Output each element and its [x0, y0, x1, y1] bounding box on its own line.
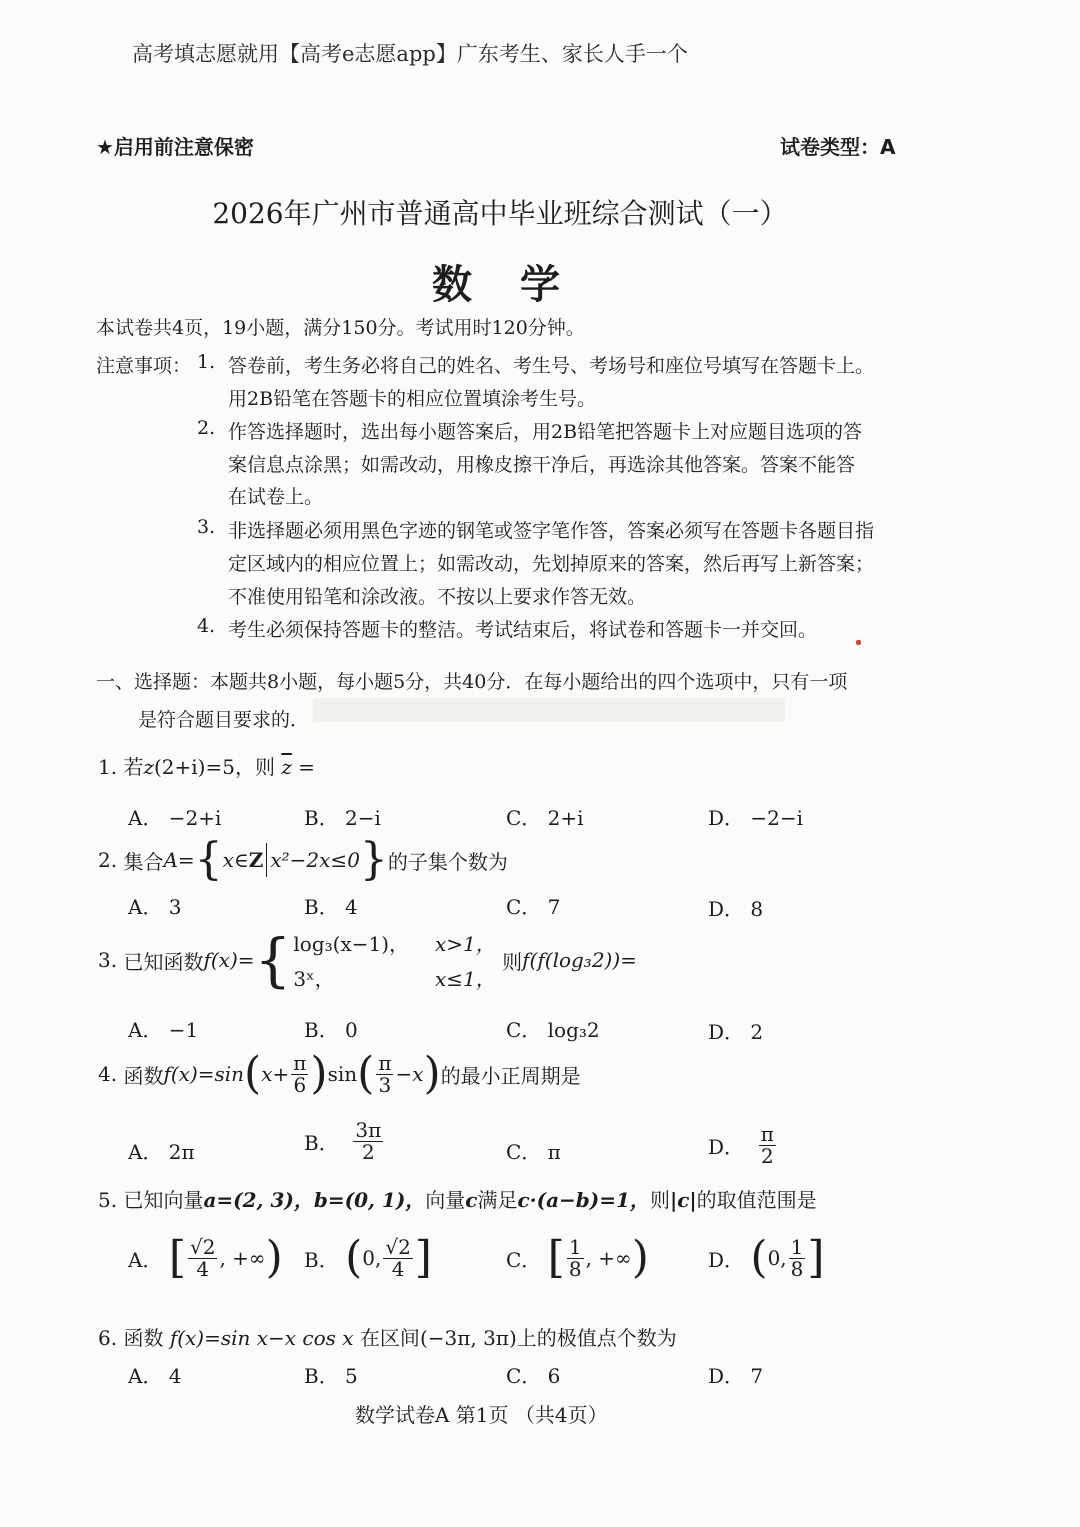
set-divider: [266, 843, 267, 877]
fraction-pi-6: [291, 1050, 308, 1097]
q1-stem-b: (2+i)=5，则: [154, 755, 275, 779]
ad-banner: 高考填志愿就用【高考e志愿app】广东考生、家长人手一个: [132, 42, 688, 66]
option-a: A． 3: [128, 895, 182, 919]
note-line: 考生必须保持答题卡的整洁。考试结束后，将试卷和答题卡一并交回。: [228, 619, 818, 641]
fraction: [567, 1234, 584, 1281]
right-bracket: ]: [807, 1232, 825, 1283]
case-2-cond: x≤1，: [435, 967, 496, 991]
denominator: 4: [196, 1256, 210, 1281]
note-line: 非选择题必须用黑色字迹的钢笔或签字笔作答，答案必须写在答题卡各题目指: [228, 520, 875, 542]
question-3: [98, 928, 637, 992]
left-bracket: [: [168, 1232, 186, 1283]
piecewise-definition: [255, 928, 496, 992]
case-2-expr: 3ˣ，: [293, 967, 335, 991]
note-line: 不准使用铅笔和涂改液。不按以上要求作答无效。: [228, 586, 647, 608]
question-number: 3.: [98, 948, 118, 972]
q3-stem: 已知函数: [123, 949, 204, 974]
option-a: A． 4: [128, 1364, 182, 1388]
question-number: 5.: [98, 1188, 118, 1212]
piecewise-brace: {: [254, 926, 292, 994]
note-line: 作答选择题时，选出每小题答案后，用2B铅笔把答题卡上对应题目选项的答: [228, 421, 863, 443]
option-d: D． 7: [708, 1364, 764, 1388]
denominator: 2: [760, 1144, 774, 1168]
interval-head: 0,: [767, 1246, 787, 1270]
numerator: π: [760, 1122, 774, 1146]
denominator: 6: [293, 1072, 307, 1097]
q4-stem: 函数: [123, 1063, 164, 1088]
numerator: √2: [385, 1234, 411, 1259]
right-paren: ): [310, 1048, 328, 1099]
q5-vector-c: c: [465, 1188, 478, 1212]
question-6: [98, 1322, 677, 1351]
right-paren: ): [265, 1232, 283, 1283]
paper-type: 试卷类型：A: [780, 135, 896, 159]
q2-cond-a: x∈: [222, 848, 249, 872]
q5-abs-c: |c|: [669, 1188, 697, 1212]
numerator: 1: [568, 1234, 582, 1259]
case-1-expr: log₃(x−1)，: [293, 932, 410, 956]
numerator: π: [293, 1050, 307, 1075]
left-paren: (: [244, 1048, 262, 1099]
denominator: 3: [378, 1072, 392, 1097]
q6-function: f(x)=sin x−x cos x: [169, 1326, 354, 1350]
left-brace: {: [194, 834, 223, 885]
option-c: C． 6: [506, 1364, 561, 1388]
q3-function: f(x)=: [203, 948, 255, 972]
right-paren: ): [631, 1232, 649, 1283]
q5-vector-a: a=(2, 3)，: [203, 1188, 314, 1212]
denominator: 8: [790, 1256, 804, 1281]
option-a: A． −1: [128, 1018, 199, 1042]
exam-intro: 本试卷共4页，19小题，满分150分。考试用时120分钟。: [96, 317, 585, 339]
option-c: C． π: [506, 1140, 561, 1164]
question-2: [98, 834, 508, 885]
interval-tail: , +∞: [585, 1246, 632, 1270]
option-b: [304, 1120, 385, 1163]
q4-x-plus: x+: [261, 1062, 290, 1086]
right-paren: ): [423, 1048, 441, 1099]
q5-condition: c·(a−b)=1，: [517, 1188, 650, 1212]
option-c: [506, 1232, 649, 1283]
note-number: 2.: [197, 417, 216, 439]
q5-stem-e: 的取值范围是: [696, 1188, 817, 1212]
q6-interval: (−3π, 3π): [419, 1326, 517, 1350]
note-line: 用2B铅笔在答题卡的相应位置填涂考生号。: [228, 388, 597, 410]
numerator: 1: [790, 1234, 804, 1259]
q5-stem-d: 则: [649, 1188, 670, 1212]
question-number: 6.: [98, 1326, 118, 1350]
question-number: 1.: [98, 755, 118, 779]
option-label: D．: [708, 1135, 745, 1159]
section-heading-cont: 是符合题目要求的．: [138, 709, 310, 731]
q3-expression: f(f(log₃2))=: [522, 948, 637, 972]
question-4: [98, 1048, 581, 1099]
note-number: 4.: [197, 615, 216, 637]
right-bracket: ]: [414, 1232, 432, 1283]
q1-stem: 若: [123, 755, 144, 779]
subject-title: 数学: [432, 261, 608, 308]
fraction: [789, 1234, 806, 1281]
denominator: 2: [361, 1140, 375, 1164]
numerator: π: [378, 1050, 392, 1075]
numerator: √2: [189, 1234, 216, 1259]
denominator: 8: [568, 1256, 582, 1281]
q2-integers: Z: [248, 848, 264, 872]
note-line: 定区域内的相应位置上；如需改动，先划掉原来的答案，然后再写上新答案；: [228, 553, 875, 575]
q3-then: 则: [502, 949, 523, 974]
interval-tail: , +∞: [219, 1246, 266, 1270]
left-paren: (: [357, 1048, 375, 1099]
note-line: 案信息点涂黑；如需改动，用橡皮擦干净后，再选涂其他答案。答案不能答: [228, 454, 856, 476]
option-label: B．: [304, 1247, 339, 1272]
q5-stem-b: 向量: [425, 1188, 466, 1212]
right-brace: }: [359, 834, 388, 885]
option-d: D． 2: [708, 1020, 764, 1044]
left-paren: (: [345, 1232, 363, 1283]
notes-label: 注意事项：: [96, 355, 192, 377]
option-d: D． 8: [708, 897, 764, 921]
q6-stem: 函数: [123, 1326, 164, 1350]
option-label: D．: [708, 1247, 745, 1272]
option-c: C． 7: [506, 895, 561, 919]
q2-set: A: [163, 848, 178, 872]
numerator: 3π: [355, 1118, 382, 1142]
option-label: B．: [304, 1131, 339, 1155]
fraction-pi-3: [376, 1050, 393, 1097]
note-number: 3.: [197, 516, 216, 538]
fraction: [383, 1234, 412, 1281]
section-heading: 一、选择题：本题共8小题，每小题5分，共40分．在每小题给出的四个选项中，只有一项: [96, 671, 848, 693]
q2-stem-c: 的子集个数为: [387, 849, 508, 874]
option-d: D． −2−i: [708, 806, 804, 830]
q4-stem-b: 的最小正周期是: [440, 1063, 581, 1088]
q1-stem-c: =: [298, 755, 315, 779]
denominator: 4: [391, 1256, 405, 1281]
option-a: A． 2π: [128, 1140, 195, 1164]
q4-minus-x: −x: [395, 1062, 424, 1086]
option-c: C． log₃2: [506, 1018, 600, 1042]
note-line: 答卷前，考生务必将自己的姓名、考生号、考场号和座位号填写在答题卡上。: [228, 355, 875, 377]
option-label: C．: [506, 1247, 542, 1272]
q1-conjugate: $\overline{z}$: [281, 755, 292, 779]
q5-stem: 已知向量: [123, 1188, 204, 1212]
option-label: A．: [128, 1247, 163, 1272]
left-bracket: [: [547, 1232, 565, 1283]
option-b: B． 4: [304, 895, 358, 919]
page-footer: 数学试卷A 第1页 （共4页）: [355, 1403, 608, 1427]
case-1-cond: x>1，: [435, 932, 496, 956]
option-b: B． 2−i: [304, 806, 381, 830]
q1-var: z: [143, 755, 154, 779]
scan-smudge: [313, 698, 785, 722]
option-b: B． 0: [304, 1018, 358, 1042]
option-c: C． 2+i: [506, 806, 584, 830]
option-d: [708, 1232, 825, 1283]
q4-sin: sin: [327, 1062, 358, 1086]
option-a: [128, 1232, 283, 1283]
q6-stem-c: 上的极值点个数为: [516, 1326, 677, 1350]
confidential-notice: ★启用前注意保密: [96, 135, 254, 159]
option-d: [708, 1124, 778, 1167]
q2-eq: =: [177, 848, 195, 872]
option-b: B． 5: [304, 1364, 358, 1388]
interval-head: 0,: [362, 1246, 382, 1270]
question-5: [98, 1184, 817, 1213]
question-number: 4.: [98, 1062, 118, 1086]
q5-stem-c: 满足: [477, 1188, 518, 1212]
q2-stem: 集合: [123, 849, 164, 874]
note-number: 1.: [197, 351, 216, 373]
question-number: 2.: [98, 848, 118, 872]
q4-function: f(x)=sin: [163, 1062, 245, 1086]
fraction: [759, 1124, 776, 1167]
option-b: [304, 1232, 432, 1283]
fraction: [353, 1120, 383, 1163]
left-paren: (: [750, 1232, 768, 1283]
stray-mark: [856, 640, 861, 645]
question-1: [98, 751, 315, 780]
q5-vector-b: b=(0, 1)，: [313, 1188, 426, 1212]
option-a: A． −2+i: [128, 806, 222, 830]
exam-title: 2026年广州市普通高中毕业班综合测试（一）: [212, 197, 788, 230]
note-line: 在试卷上。: [228, 486, 324, 508]
fraction: [188, 1234, 217, 1281]
q6-stem-b: 在区间: [359, 1326, 420, 1350]
q2-cond-b: x²−2x≤0: [270, 848, 360, 872]
